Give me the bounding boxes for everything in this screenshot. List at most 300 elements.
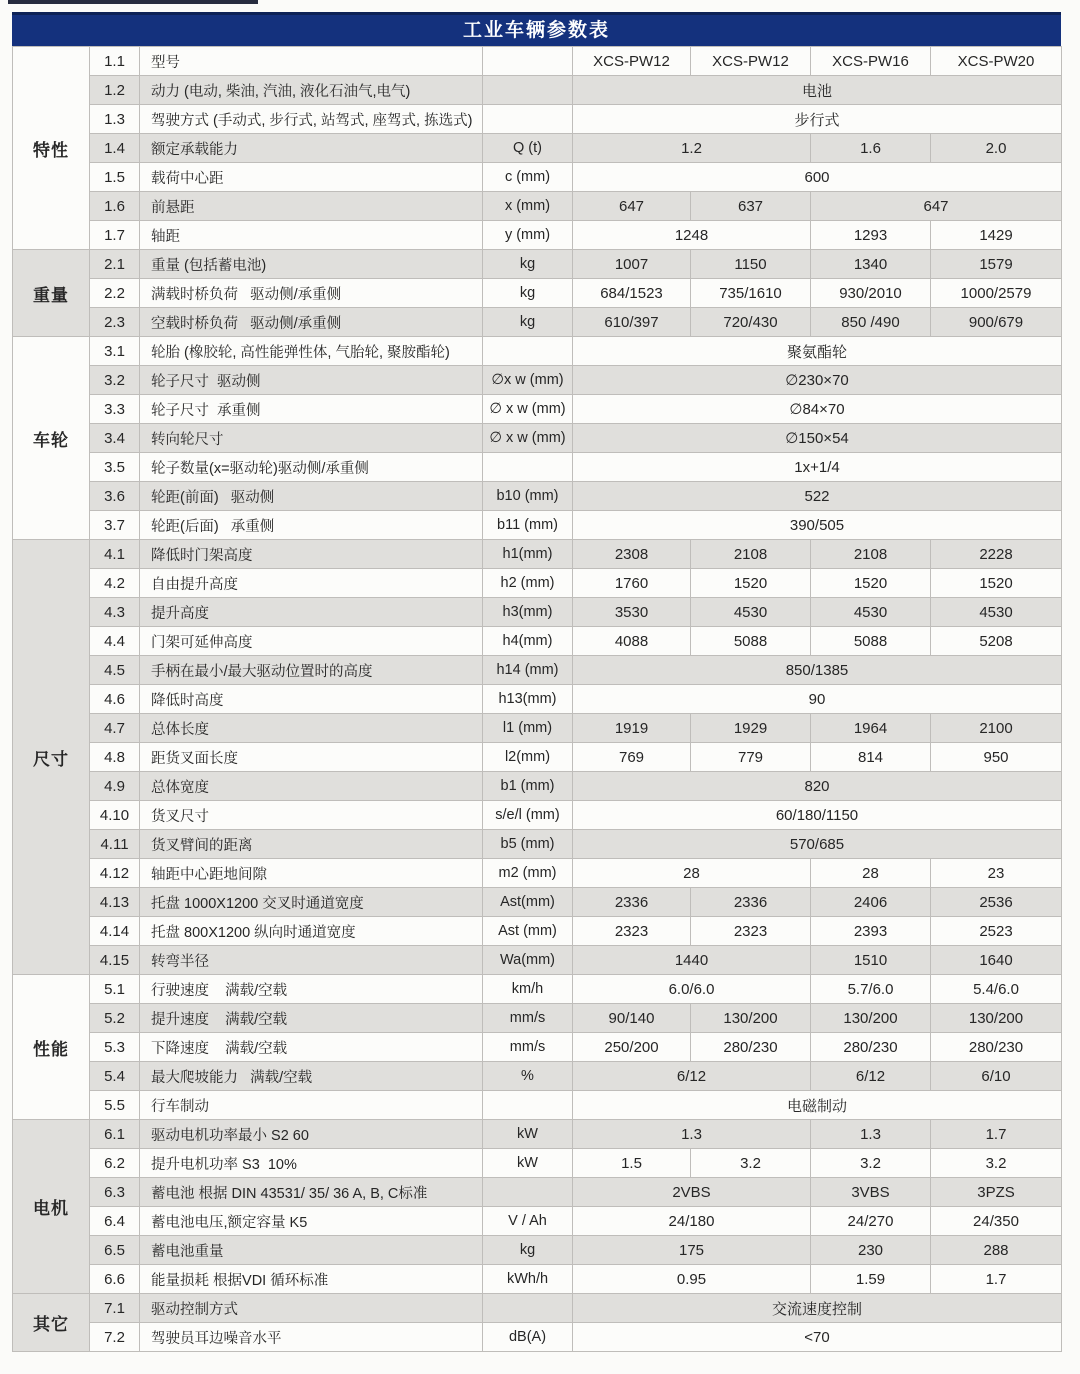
parameter-name-cell: 型号 <box>140 47 483 76</box>
unit-cell: Ast (mm) <box>483 917 573 946</box>
value-cell: 3530 <box>573 598 691 627</box>
parameter-name-cell: 轮子尺寸 驱动侧 <box>140 366 483 395</box>
row-number-cell: 3.4 <box>90 424 140 453</box>
unit-cell: kg <box>483 308 573 337</box>
unit-cell <box>483 1091 573 1120</box>
unit-cell <box>483 337 573 366</box>
value-cell: 1007 <box>573 250 691 279</box>
table-row <box>13 453 1062 482</box>
unit-cell: V / Ah <box>483 1207 573 1236</box>
value-cell: 647 <box>573 192 691 221</box>
category-cell: 其它 <box>13 1294 90 1352</box>
value-cell: 2336 <box>573 888 691 917</box>
table-row <box>13 134 1062 163</box>
row-number-cell: 4.5 <box>90 656 140 685</box>
value-cell: 3VBS <box>811 1178 931 1207</box>
value-cell: 1.5 <box>573 1149 691 1178</box>
row-number-cell: 4.13 <box>90 888 140 917</box>
unit-cell: mm/s <box>483 1033 573 1062</box>
value-cell: 600 <box>573 163 1062 192</box>
value-cell: 28 <box>811 859 931 888</box>
row-number-cell: 4.10 <box>90 801 140 830</box>
row-number-cell: 2.1 <box>90 250 140 279</box>
value-cell: 2393 <box>811 917 931 946</box>
value-cell: 4088 <box>573 627 691 656</box>
table-row <box>13 743 1062 772</box>
table-row <box>13 395 1062 424</box>
value-cell: 610/397 <box>573 308 691 337</box>
value-cell: 779 <box>691 743 811 772</box>
unit-cell: m2 (mm) <box>483 859 573 888</box>
unit-cell: l1 (mm) <box>483 714 573 743</box>
unit-cell: kW <box>483 1120 573 1149</box>
value-cell: ∅150×54 <box>573 424 1062 453</box>
value-cell: 1520 <box>811 569 931 598</box>
unit-cell <box>483 453 573 482</box>
value-cell: XCS-PW20 <box>931 47 1062 76</box>
row-number-cell: 4.2 <box>90 569 140 598</box>
unit-cell: h13(mm) <box>483 685 573 714</box>
value-cell: 1440 <box>573 946 811 975</box>
unit-cell: x (mm) <box>483 192 573 221</box>
table-row <box>13 888 1062 917</box>
value-cell: 1520 <box>931 569 1062 598</box>
value-cell: 769 <box>573 743 691 772</box>
value-cell: 2323 <box>691 917 811 946</box>
row-number-cell: 1.5 <box>90 163 140 192</box>
row-number-cell: 4.8 <box>90 743 140 772</box>
parameter-name-cell: 门架可延伸高度 <box>140 627 483 656</box>
value-cell: 24/350 <box>931 1207 1062 1236</box>
unit-cell: ∅ x w (mm) <box>483 424 573 453</box>
unit-cell <box>483 76 573 105</box>
parameter-name-cell: 空载时桥负荷 驱动侧/承重侧 <box>140 308 483 337</box>
value-cell: 60/180/1150 <box>573 801 1062 830</box>
value-cell: 900/679 <box>931 308 1062 337</box>
unit-cell: kg <box>483 1236 573 1265</box>
value-cell: 280/230 <box>691 1033 811 1062</box>
value-cell: 1964 <box>811 714 931 743</box>
value-cell: 2.0 <box>931 134 1062 163</box>
value-cell: 2108 <box>811 540 931 569</box>
value-cell: 电磁制动 <box>573 1091 1062 1120</box>
parameter-name-cell: 提升电机功率 S3 10% <box>140 1149 483 1178</box>
row-number-cell: 6.3 <box>90 1178 140 1207</box>
table-row <box>13 337 1062 366</box>
unit-cell <box>483 47 573 76</box>
row-number-cell: 6.6 <box>90 1265 140 1294</box>
parameter-name-cell: 货叉臂间的距离 <box>140 830 483 859</box>
value-cell: 1929 <box>691 714 811 743</box>
parameter-name-cell: 转向轮尺寸 <box>140 424 483 453</box>
parameter-name-cell: 轮子尺寸 承重侧 <box>140 395 483 424</box>
value-cell: 23 <box>931 859 1062 888</box>
parameter-name-cell: 蓄电池电压,额定容量 K5 <box>140 1207 483 1236</box>
parameter-name-cell: 蓄电池重量 <box>140 1236 483 1265</box>
parameter-name-cell: 行驶速度 满载/空载 <box>140 975 483 1004</box>
table-row <box>13 656 1062 685</box>
parameter-name-cell: 动力 (电动, 柴油, 汽油, 液化石油气,电气) <box>140 76 483 105</box>
unit-cell <box>483 105 573 134</box>
value-cell: 1.7 <box>931 1265 1062 1294</box>
value-cell: 1000/2579 <box>931 279 1062 308</box>
parameter-name-cell: 驾驶方式 (手动式, 步行式, 站驾式, 座驾式, 拣选式) <box>140 105 483 134</box>
parameter-name-cell: 转弯半径 <box>140 946 483 975</box>
parameter-name-cell: 驱动控制方式 <box>140 1294 483 1323</box>
value-cell: 0.95 <box>573 1265 811 1294</box>
value-cell: 250/200 <box>573 1033 691 1062</box>
table-row <box>13 511 1062 540</box>
row-number-cell: 4.15 <box>90 946 140 975</box>
value-cell: 850 /490 <box>811 308 931 337</box>
table-row <box>13 424 1062 453</box>
row-number-cell: 5.4 <box>90 1062 140 1091</box>
row-number-cell: 6.1 <box>90 1120 140 1149</box>
value-cell: 6/12 <box>811 1062 931 1091</box>
row-number-cell: 7.2 <box>90 1323 140 1352</box>
row-number-cell: 5.2 <box>90 1004 140 1033</box>
unit-cell: c (mm) <box>483 163 573 192</box>
value-cell: 90 <box>573 685 1062 714</box>
top-edge-artifact <box>8 0 258 4</box>
value-cell: 637 <box>691 192 811 221</box>
table-row <box>13 279 1062 308</box>
unit-cell: kg <box>483 250 573 279</box>
value-cell: 1.6 <box>811 134 931 163</box>
unit-cell: h3(mm) <box>483 598 573 627</box>
parameter-name-cell: 载荷中心距 <box>140 163 483 192</box>
unit-cell: h1(mm) <box>483 540 573 569</box>
value-cell: 288 <box>931 1236 1062 1265</box>
row-number-cell: 4.9 <box>90 772 140 801</box>
row-number-cell: 3.5 <box>90 453 140 482</box>
row-number-cell: 3.1 <box>90 337 140 366</box>
value-cell: 2536 <box>931 888 1062 917</box>
value-cell: 930/2010 <box>811 279 931 308</box>
unit-cell: b5 (mm) <box>483 830 573 859</box>
row-number-cell: 6.4 <box>90 1207 140 1236</box>
table-row <box>13 830 1062 859</box>
parameter-name-cell: 总体宽度 <box>140 772 483 801</box>
parameter-name-cell: 手柄在最小/最大驱动位置时的高度 <box>140 656 483 685</box>
table-row <box>13 714 1062 743</box>
value-cell: 2523 <box>931 917 1062 946</box>
value-cell: 647 <box>811 192 1062 221</box>
value-cell: 1919 <box>573 714 691 743</box>
value-cell: 1.2 <box>573 134 811 163</box>
parameter-name-cell: 行车制动 <box>140 1091 483 1120</box>
value-cell: 280/230 <box>811 1033 931 1062</box>
value-cell: 1510 <box>811 946 931 975</box>
row-number-cell: 1.3 <box>90 105 140 134</box>
value-cell: 1248 <box>573 221 811 250</box>
category-cell: 车轮 <box>13 337 90 540</box>
table-row <box>13 105 1062 134</box>
value-cell: 570/685 <box>573 830 1062 859</box>
parameter-name-cell: 轮胎 (橡胶轮, 高性能弹性体, 气胎轮, 聚胺酯轮) <box>140 337 483 366</box>
value-cell: 交流速度控制 <box>573 1294 1062 1323</box>
table-row <box>13 1120 1062 1149</box>
table-row <box>13 1207 1062 1236</box>
row-number-cell: 4.7 <box>90 714 140 743</box>
table-row <box>13 1033 1062 1062</box>
value-cell: 2406 <box>811 888 931 917</box>
value-cell: 1150 <box>691 250 811 279</box>
value-cell: 2228 <box>931 540 1062 569</box>
row-number-cell: 1.6 <box>90 192 140 221</box>
value-cell: 电池 <box>573 76 1062 105</box>
unit-cell: mm/s <box>483 1004 573 1033</box>
value-cell: 850/1385 <box>573 656 1062 685</box>
value-cell: 1340 <box>811 250 931 279</box>
unit-cell: ∅ x w (mm) <box>483 395 573 424</box>
row-number-cell: 5.1 <box>90 975 140 1004</box>
value-cell: 步行式 <box>573 105 1062 134</box>
value-cell: 24/180 <box>573 1207 811 1236</box>
value-cell: 1.3 <box>811 1120 931 1149</box>
table-row <box>13 1149 1062 1178</box>
parameter-name-cell: 下降速度 满载/空载 <box>140 1033 483 1062</box>
row-number-cell: 6.2 <box>90 1149 140 1178</box>
unit-cell: kWh/h <box>483 1265 573 1294</box>
value-cell: 2108 <box>691 540 811 569</box>
row-number-cell: 2.3 <box>90 308 140 337</box>
parameter-name-cell: 托盘 1000X1200 交叉时通道宽度 <box>140 888 483 917</box>
unit-cell: % <box>483 1062 573 1091</box>
category-cell: 重量 <box>13 250 90 337</box>
unit-cell: b11 (mm) <box>483 511 573 540</box>
value-cell: 2100 <box>931 714 1062 743</box>
parameter-name-cell: 轴距 <box>140 221 483 250</box>
parameter-name-cell: 降低时高度 <box>140 685 483 714</box>
row-number-cell: 1.7 <box>90 221 140 250</box>
value-cell: 3.2 <box>811 1149 931 1178</box>
row-number-cell: 4.4 <box>90 627 140 656</box>
row-number-cell: 4.6 <box>90 685 140 714</box>
table-row <box>13 76 1062 105</box>
value-cell: 5088 <box>691 627 811 656</box>
table-row <box>13 685 1062 714</box>
table-row <box>13 163 1062 192</box>
row-number-cell: 7.1 <box>90 1294 140 1323</box>
row-number-cell: 2.2 <box>90 279 140 308</box>
value-cell: 4530 <box>811 598 931 627</box>
table-row <box>13 859 1062 888</box>
table-row <box>13 366 1062 395</box>
value-cell: 3PZS <box>931 1178 1062 1207</box>
table-row <box>13 1236 1062 1265</box>
value-cell: 5.4/6.0 <box>931 975 1062 1004</box>
parameter-name-cell: 驾驶员耳边噪音水平 <box>140 1323 483 1352</box>
value-cell: 1.59 <box>811 1265 931 1294</box>
parameter-name-cell: 额定承载能力 <box>140 134 483 163</box>
row-number-cell: 4.14 <box>90 917 140 946</box>
value-cell: 720/430 <box>691 308 811 337</box>
unit-cell: kg <box>483 279 573 308</box>
value-cell: 1.3 <box>573 1120 811 1149</box>
table-row <box>13 540 1062 569</box>
value-cell: 1760 <box>573 569 691 598</box>
spec-table-body <box>13 47 1062 1352</box>
value-cell: 735/1610 <box>691 279 811 308</box>
unit-cell: km/h <box>483 975 573 1004</box>
unit-cell <box>483 1294 573 1323</box>
parameter-name-cell: 前悬距 <box>140 192 483 221</box>
row-number-cell: 4.3 <box>90 598 140 627</box>
value-cell: 950 <box>931 743 1062 772</box>
table-row <box>13 569 1062 598</box>
unit-cell: ∅x w (mm) <box>483 366 573 395</box>
row-number-cell: 3.2 <box>90 366 140 395</box>
value-cell: 1.7 <box>931 1120 1062 1149</box>
parameter-name-cell: 托盘 800X1200 纵向时通道宽度 <box>140 917 483 946</box>
table-row <box>13 1091 1062 1120</box>
value-cell: 1293 <box>811 221 931 250</box>
value-cell: 1640 <box>931 946 1062 975</box>
value-cell: 1x+1/4 <box>573 453 1062 482</box>
value-cell: 6/10 <box>931 1062 1062 1091</box>
row-number-cell: 3.7 <box>90 511 140 540</box>
row-number-cell: 1.2 <box>90 76 140 105</box>
category-cell: 性能 <box>13 975 90 1120</box>
parameter-name-cell: 重量 (包括蓄电池) <box>140 250 483 279</box>
parameter-name-cell: 距货叉面长度 <box>140 743 483 772</box>
row-number-cell: 5.3 <box>90 1033 140 1062</box>
value-cell: 522 <box>573 482 1062 511</box>
table-row <box>13 772 1062 801</box>
value-cell: 28 <box>573 859 811 888</box>
parameter-name-cell: 驱动电机功率最小 S2 60 <box>140 1120 483 1149</box>
table-row <box>13 917 1062 946</box>
row-number-cell: 1.4 <box>90 134 140 163</box>
parameter-name-cell: 总体长度 <box>140 714 483 743</box>
value-cell: 90/140 <box>573 1004 691 1033</box>
table-row <box>13 250 1062 279</box>
value-cell: 6/12 <box>573 1062 811 1091</box>
table-row <box>13 1294 1062 1323</box>
value-cell: 4530 <box>931 598 1062 627</box>
value-cell: <70 <box>573 1323 1062 1352</box>
row-number-cell: 5.5 <box>90 1091 140 1120</box>
table-row <box>13 627 1062 656</box>
value-cell: 2336 <box>691 888 811 917</box>
value-cell: 2323 <box>573 917 691 946</box>
unit-cell: Ast(mm) <box>483 888 573 917</box>
value-cell: 5208 <box>931 627 1062 656</box>
parameter-name-cell: 轮距(后面) 承重侧 <box>140 511 483 540</box>
parameter-name-cell: 轮子数量(x=驱动轮)驱动侧/承重侧 <box>140 453 483 482</box>
row-number-cell: 3.6 <box>90 482 140 511</box>
category-cell: 特性 <box>13 47 90 250</box>
unit-cell: h4(mm) <box>483 627 573 656</box>
unit-cell: b10 (mm) <box>483 482 573 511</box>
value-cell: 820 <box>573 772 1062 801</box>
value-cell: 390/505 <box>573 511 1062 540</box>
unit-cell: h14 (mm) <box>483 656 573 685</box>
value-cell: 814 <box>811 743 931 772</box>
value-cell: XCS-PW16 <box>811 47 931 76</box>
value-cell: 4530 <box>691 598 811 627</box>
spec-table <box>12 46 1062 1352</box>
unit-cell: b1 (mm) <box>483 772 573 801</box>
value-cell: 3.2 <box>691 1149 811 1178</box>
value-cell: 1429 <box>931 221 1062 250</box>
value-cell: 5.7/6.0 <box>811 975 931 1004</box>
row-number-cell: 1.1 <box>90 47 140 76</box>
row-number-cell: 3.3 <box>90 395 140 424</box>
table-row <box>13 1323 1062 1352</box>
unit-cell: Q (t) <box>483 134 573 163</box>
table-row <box>13 482 1062 511</box>
parameter-name-cell: 最大爬坡能力 满载/空载 <box>140 1062 483 1091</box>
value-cell: 3.2 <box>931 1149 1062 1178</box>
unit-cell: dB(A) <box>483 1323 573 1352</box>
table-row <box>13 1004 1062 1033</box>
row-number-cell: 4.12 <box>90 859 140 888</box>
row-number-cell: 4.1 <box>90 540 140 569</box>
parameter-name-cell: 轴距中心距地间隙 <box>140 859 483 888</box>
value-cell: 1520 <box>691 569 811 598</box>
value-cell: 280/230 <box>931 1033 1062 1062</box>
table-row <box>13 946 1062 975</box>
row-number-cell: 6.5 <box>90 1236 140 1265</box>
unit-cell: Wa(mm) <box>483 946 573 975</box>
unit-cell: y (mm) <box>483 221 573 250</box>
parameter-name-cell: 提升高度 <box>140 598 483 627</box>
table-row <box>13 47 1062 76</box>
value-cell: XCS-PW12 <box>573 47 691 76</box>
table-row <box>13 801 1062 830</box>
table-row <box>13 1265 1062 1294</box>
value-cell: 130/200 <box>931 1004 1062 1033</box>
table-row <box>13 1062 1062 1091</box>
unit-cell: kW <box>483 1149 573 1178</box>
value-cell: 2VBS <box>573 1178 811 1207</box>
table-row <box>13 975 1062 1004</box>
table-row <box>13 192 1062 221</box>
unit-cell: h2 (mm) <box>483 569 573 598</box>
value-cell: XCS-PW12 <box>691 47 811 76</box>
value-cell: 175 <box>573 1236 811 1265</box>
parameter-name-cell: 蓄电池 根据 DIN 43531/ 35/ 36 A, B, C标准 <box>140 1178 483 1207</box>
value-cell: 聚氨酯轮 <box>573 337 1062 366</box>
value-cell: ∅84×70 <box>573 395 1062 424</box>
value-cell: 684/1523 <box>573 279 691 308</box>
value-cell: ∅230×70 <box>573 366 1062 395</box>
unit-cell <box>483 1178 573 1207</box>
parameter-name-cell: 货叉尺寸 <box>140 801 483 830</box>
table-row <box>13 1178 1062 1207</box>
value-cell: 130/200 <box>691 1004 811 1033</box>
parameter-name-cell: 能量损耗 根据VDI 循环标准 <box>140 1265 483 1294</box>
parameter-name-cell: 自由提升高度 <box>140 569 483 598</box>
table-row <box>13 221 1062 250</box>
value-cell: 130/200 <box>811 1004 931 1033</box>
table-row <box>13 308 1062 337</box>
value-cell: 6.0/6.0 <box>573 975 811 1004</box>
parameter-name-cell: 满载时桥负荷 驱动侧/承重侧 <box>140 279 483 308</box>
parameter-name-cell: 轮距(前面) 驱动侧 <box>140 482 483 511</box>
unit-cell: l2(mm) <box>483 743 573 772</box>
value-cell: 1579 <box>931 250 1062 279</box>
row-number-cell: 4.11 <box>90 830 140 859</box>
spec-sheet <box>12 12 1061 1352</box>
category-cell: 尺寸 <box>13 540 90 975</box>
value-cell: 2308 <box>573 540 691 569</box>
parameter-name-cell: 降低时门架高度 <box>140 540 483 569</box>
value-cell: 5088 <box>811 627 931 656</box>
unit-cell: s/e/l (mm) <box>483 801 573 830</box>
